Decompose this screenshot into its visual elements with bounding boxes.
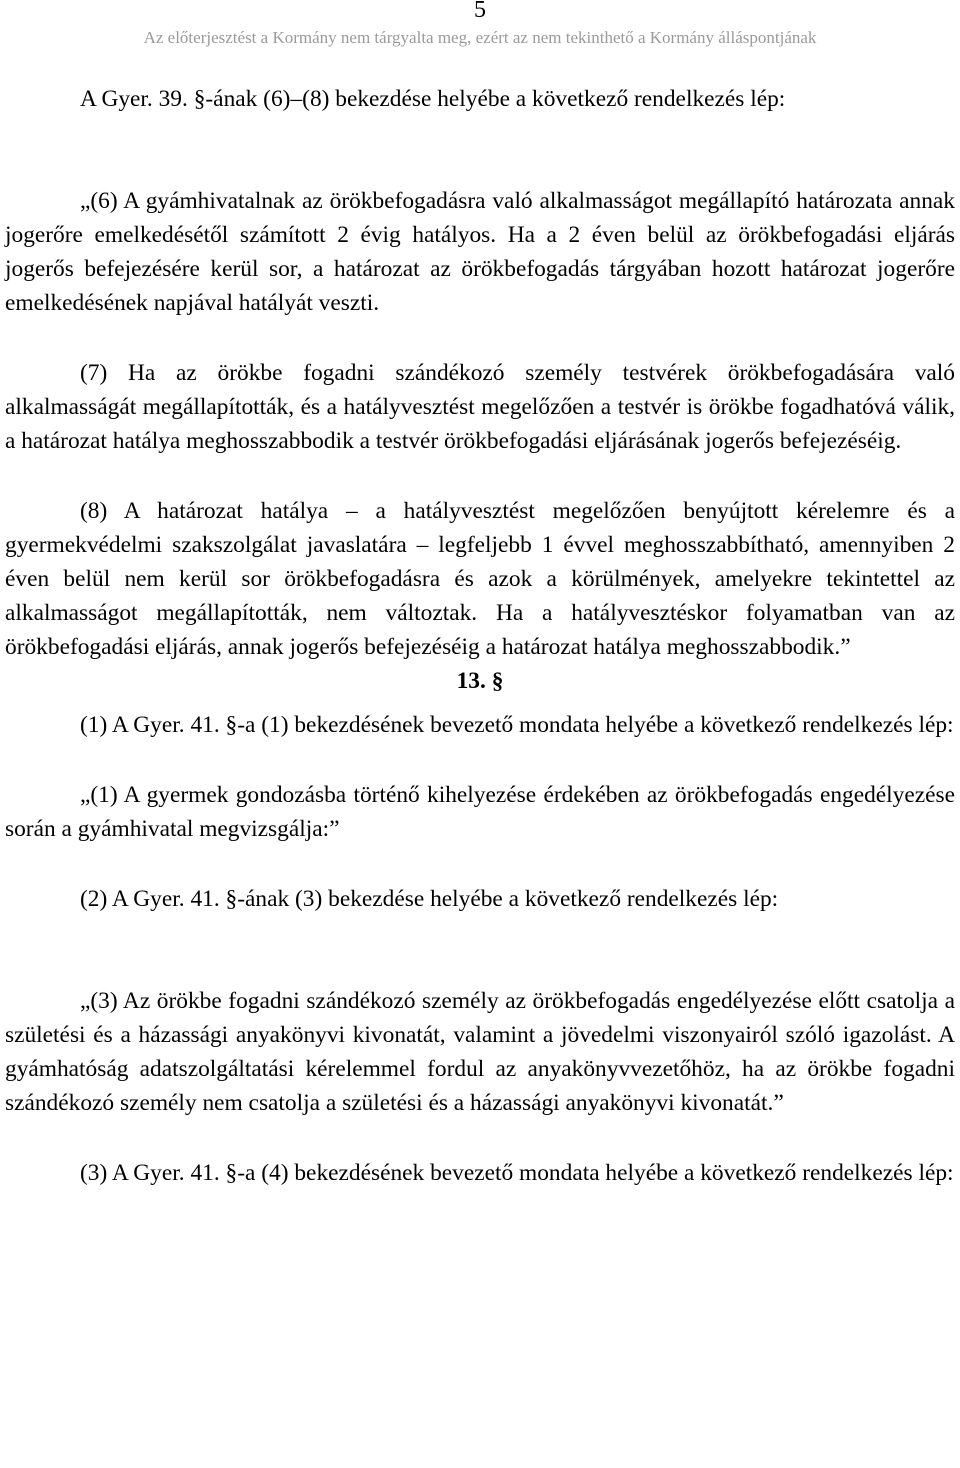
paragraph-8: (8) A határozat hatálya – a hatályvesztést megelőzően benyújtott kérelemre és a gyermekvédelmi szakszolgálat javaslatára – legfeljebb 1 évvel meghosszabbítható, amennyiben 2 éven belül nem kerül sor örökbefogadásra és azok a körülmények, amelyekre tekintettel az alkalmasságot megállapították, nem változtak. Ha a hatályvesztéskor folyamatban van az örökbefogadási eljárás, annak jogerős befejezéséig a határozat hatálya meghosszabbodik.” — [5, 498, 955, 660]
page-number: 5 — [474, 0, 486, 23]
document-body — [5, 82, 955, 1190]
paragraph-6: „(6) A gyámhivatalnak az örökbefogadásra való alkalmasságot megállapító határozata annak jogerőre emelkedésétől számított 2 évig hatályos. Ha a 2 éven belül az örökbefogadási eljárás jogerős befejezésére kerül sor, a határozat az örökbefogadás tárgyában hozott határozat jogerőre emelkedésének napjával hatályát veszti. — [5, 188, 955, 316]
section-13-intro-3: (3) A Gyer. 41. §-a (4) bekezdésének bevezető mondata helyébe a következő rendelkezés lép: — [80, 1160, 954, 1186]
section-13-quote-1: „(1) A gyermek gondozásba történő kihelyezése érdekében az örökbefogadás engedélyezése során a gyámhivatal megvizsgálja:” — [5, 782, 955, 842]
section-13-intro-2: (2) A Gyer. 41. §-ának (3) bekezdése helyébe a következő rendelkezés lép: — [80, 886, 779, 912]
paragraph-7: (7) Ha az örökbe fogadni szándékozó személy testvérek örökbefogadására való alkalmasságát megállapították, és a hatályvesztést megelőzően a testvér is örökbe fogadhatóvá válik, a határozat hatálya meghosszabbodik a testvér örökbefogadási eljárásának jogerős befejezéséig. — [5, 360, 955, 454]
section-title: 13. § — [456, 668, 504, 694]
amendment-intro-39: A Gyer. 39. §-ának (6)–(8) bekezdése helyébe a következő rendelkezés lép: — [80, 86, 786, 112]
watermark: Az előterjesztést a Kormány nem tárgyalta meg, ezért az nem tekinthető a Kormány álláspontjának — [143, 28, 817, 47]
section-13-intro-1: (1) A Gyer. 41. §-a (1) bekezdésének bevezető mondata helyébe a következő rendelkezés lép: — [80, 712, 954, 738]
section-13-quote-2: „(3) Az örökbe fogadni szándékozó személy az örökbefogadás engedélyezése előtt csatolja a születési és a házassági anyakönyvi kivonatát, valamint a jövedelmi viszonyairól szóló igazolást. A gyámhatóság adatszolgáltatási kérelemmel fordul az anyakönyvvezetőhöz, ha az örökbe fogadni szándékozó személy nem csatolja a születési és a házassági anyakönyvi kivonatát.” — [5, 988, 955, 1116]
